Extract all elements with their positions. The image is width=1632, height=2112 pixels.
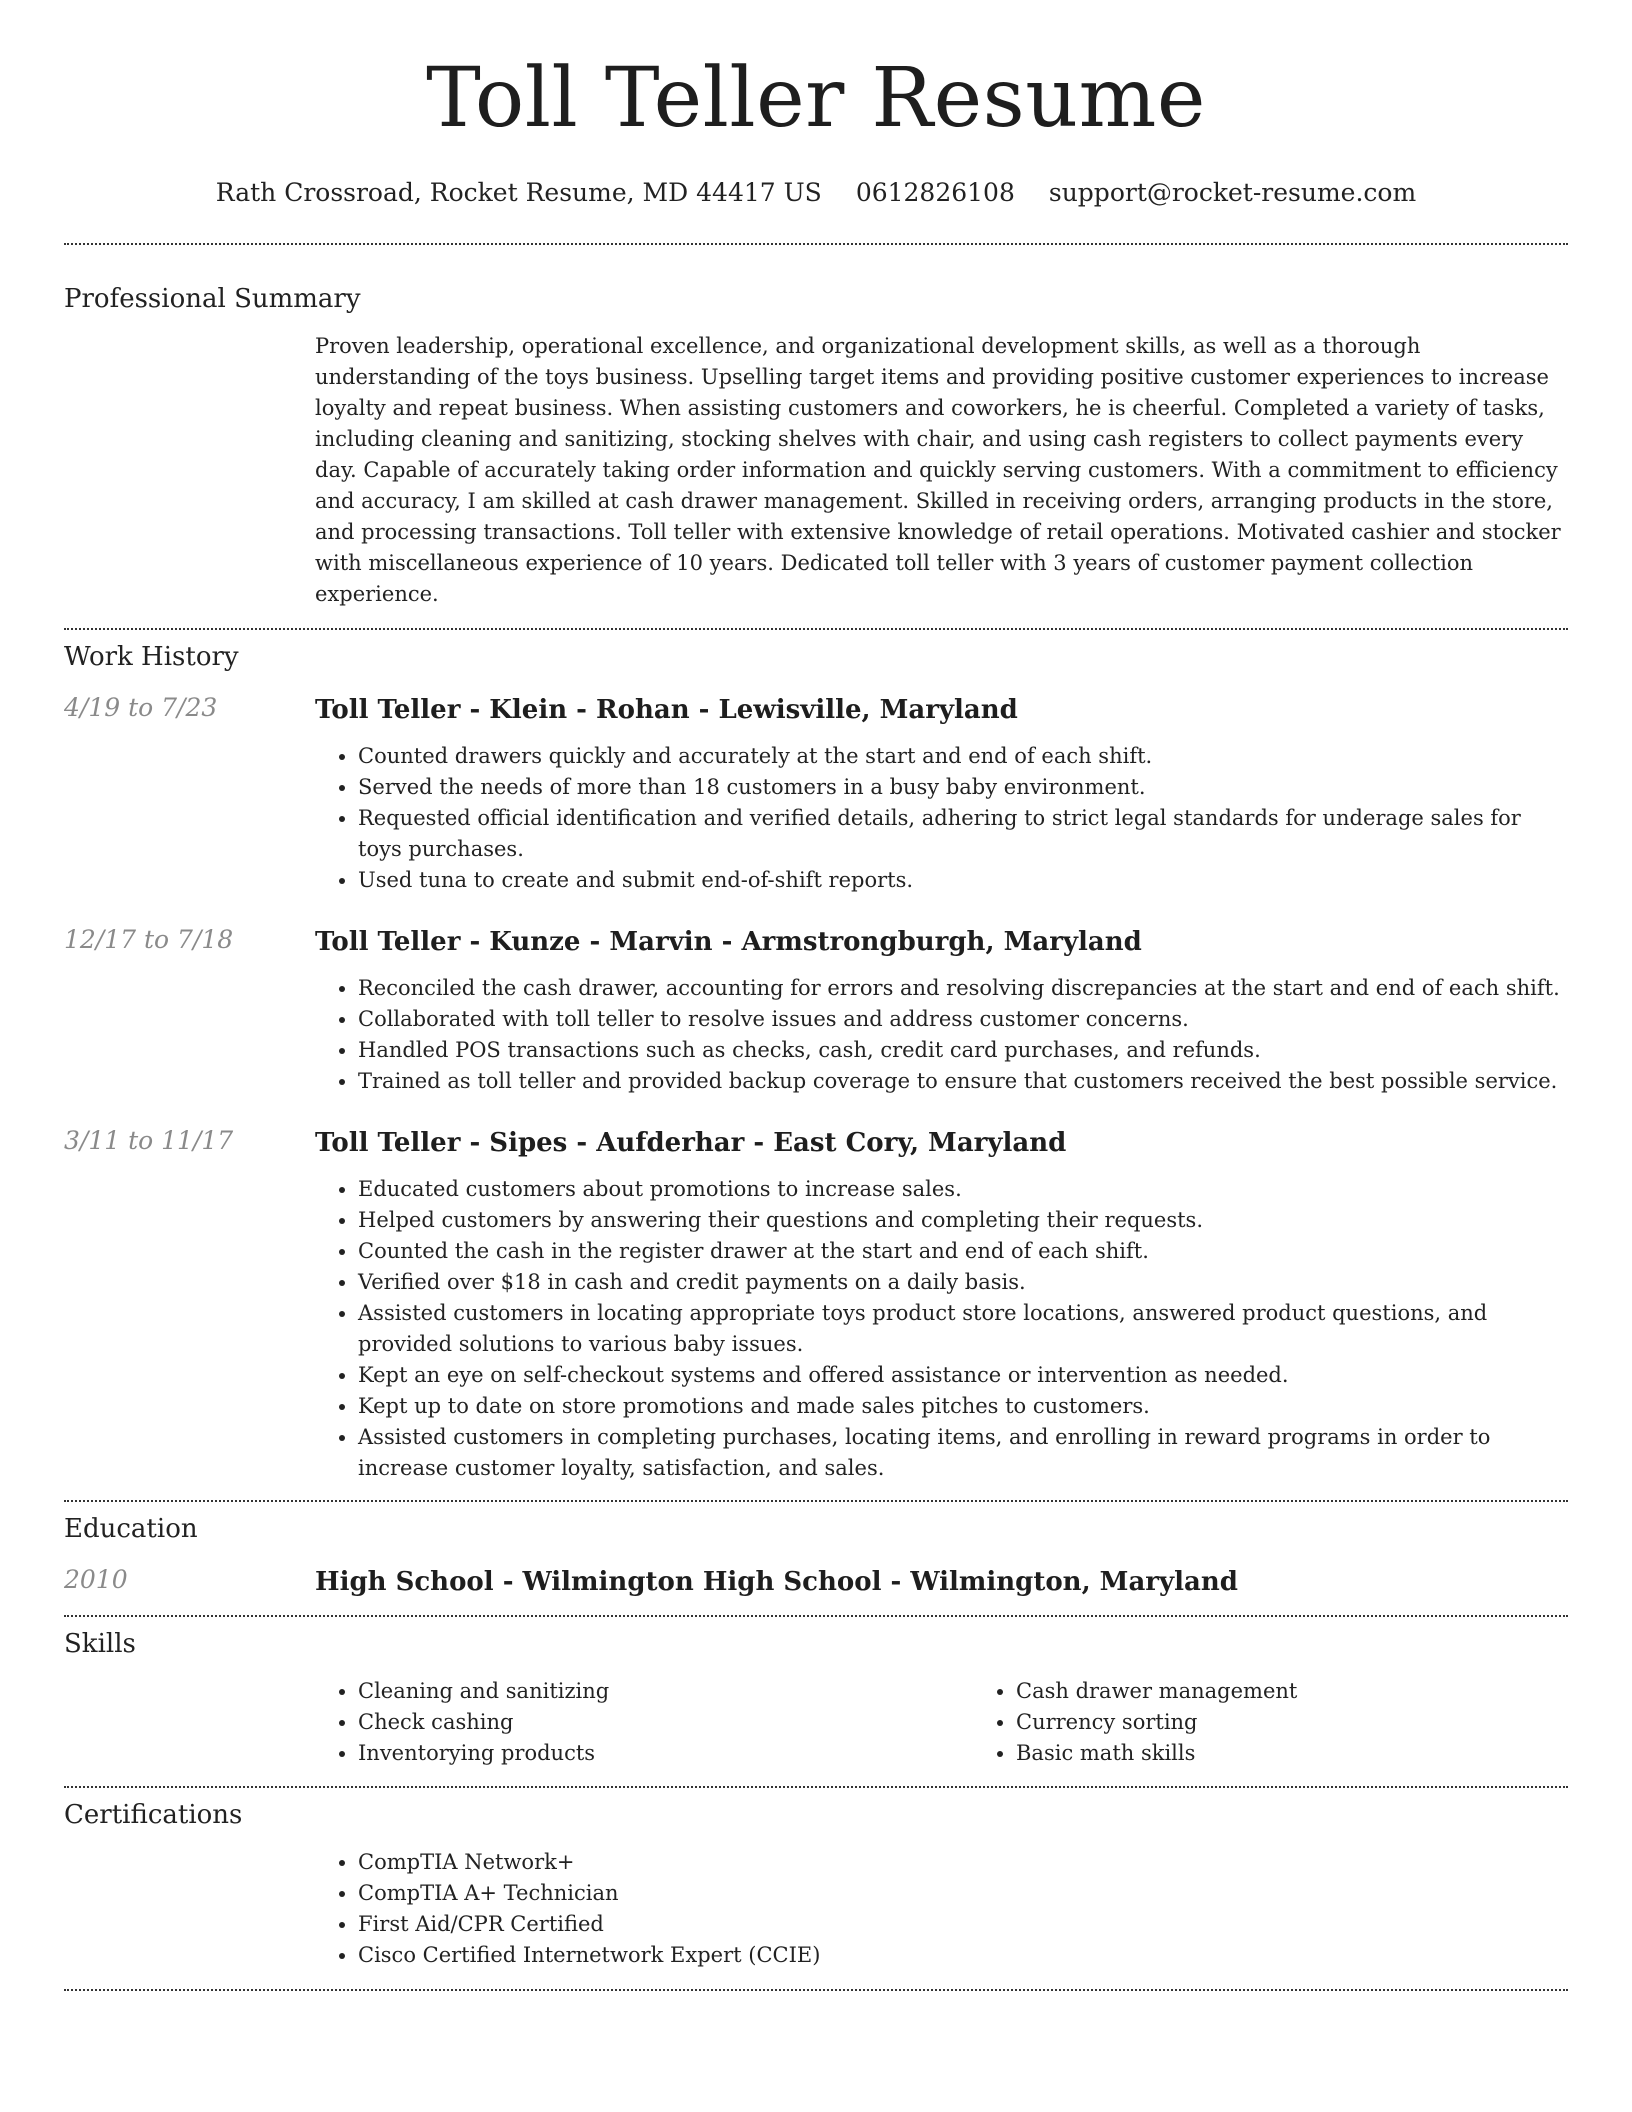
skill-item: • Check cashing — [358, 1707, 973, 1738]
certification-item: • CompTIA Network+ — [358, 1847, 1568, 1878]
job-entry — [64, 1126, 1568, 1484]
job-entry — [64, 693, 1568, 896]
contact-line — [64, 178, 1568, 207]
divider — [64, 1989, 1568, 1991]
skills-list — [973, 1676, 1631, 1769]
summary-section — [64, 284, 1568, 610]
skill-item: • Currency sorting — [1016, 1707, 1631, 1738]
skills-section — [64, 1629, 1568, 1769]
certification-item: • Cisco Certified Internetwork Expert (CCIE) — [358, 1940, 1568, 1971]
job-bullet: • Assisted customers in completing purchases, locating items, and enrolling in reward programs in order to increase customer loyalty, satisfaction, and sales. — [358, 1422, 1568, 1484]
job-bullet: • Requested official identification and verified details, adhering to strict legal standards for underage sales for toys purchases. — [358, 803, 1568, 865]
job-bullet: • Assisted customers in locating appropriate toys product store locations, answered product questions, and provided solutions to various baby issues. — [358, 1298, 1568, 1360]
skills-list — [315, 1676, 973, 1769]
education-entry — [64, 1565, 1568, 1599]
certification-item: • CompTIA A+ Technician — [358, 1878, 1568, 1909]
divider — [64, 1786, 1568, 1788]
job-bullet: • Kept an eye on self-checkout systems and offered assistance or intervention as needed. — [358, 1360, 1568, 1391]
skill-item: • Inventorying products — [358, 1738, 973, 1769]
contact-email: support@rocket-resume.com — [1048, 178, 1417, 207]
education-year: 2010 — [64, 1565, 128, 1594]
job-bullet: • Kept up to date on store promotions and made sales pitches to customers. — [358, 1391, 1568, 1422]
job-bullet: • Counted the cash in the register drawer at the start and end of each shift. — [358, 1236, 1568, 1267]
job-bullet: • Collaborated with toll teller to resolve issues and address customer concerns. — [358, 1004, 1568, 1035]
job-bullet: • Educated customers about promotions to increase sales. — [358, 1174, 1568, 1205]
job-dates: 12/17 to 7/18 — [64, 925, 234, 954]
summary-text: Proven leadership, operational excellence, and organizational development skills, as well as a thorough understanding of the toys business. Upselling target items and providing positive customer experiences to increase loyalty and repeat business. When assisting customers and coworkers, he is cheerful. Completed a variety of tasks, including cleaning and sanitizing, stocking shelves with chair, and using cash registers to collect payments every day. Capable of accurately taking order information and quickly serving customers. With a commitment to efficiency and accuracy, I am skilled at cash drawer management. Skilled in receiving orders, arranging products in the store, and processing transactions. Toll teller with extensive knowledge of retail operations. Motivated cashier and stocker with miscellaneous experience of 10 years. Dedicated toll teller with 3 years of customer payment collection experience. — [315, 334, 1561, 606]
job-dates: 4/19 to 7/23 — [64, 693, 218, 722]
job-dates: 3/11 to 11/17 — [64, 1126, 234, 1155]
skills-heading: Skills — [64, 1629, 136, 1659]
divider — [64, 1615, 1568, 1617]
divider — [64, 243, 1568, 245]
skill-item: • Cash drawer management — [1016, 1676, 1631, 1707]
job-bullets — [315, 1174, 1568, 1484]
work-history-section — [64, 642, 1568, 1484]
summary-heading: Professional Summary — [64, 284, 361, 314]
education-title: High School - Wilmington High School - Wilmington, Maryland — [315, 1567, 1238, 1597]
job-bullet: • Handled POS transactions such as checks, cash, credit card purchases, and refunds. — [358, 1035, 1568, 1066]
job-bullet: • Used tuna to create and submit end-of-shift reports. — [358, 865, 1568, 896]
contact-address: Rath Crossroad, Rocket Resume, MD 44417 US — [215, 178, 822, 207]
job-title: Toll Teller - Klein - Rohan - Lewisville, Maryland — [315, 695, 1018, 725]
job-bullets — [315, 973, 1568, 1097]
resume-title: Toll Teller Resume — [426, 51, 1206, 146]
education-heading: Education — [64, 1514, 198, 1544]
job-title: Toll Teller - Sipes - Aufderhar - East Cory, Maryland — [315, 1128, 1067, 1158]
certifications-list — [315, 1847, 1568, 1971]
divider — [64, 1500, 1568, 1502]
job-bullet: • Counted drawers quickly and accurately at the start and end of each shift. — [358, 741, 1568, 772]
job-bullet: • Verified over $18 in cash and credit payments on a daily basis. — [358, 1267, 1568, 1298]
job-bullet: • Helped customers by answering their questions and completing their requests. — [358, 1205, 1568, 1236]
job-bullet: • Reconciled the cash drawer, accounting for errors and resolving discrepancies at the start and end of each shift. — [358, 973, 1568, 1004]
skill-item: • Cleaning and sanitizing — [358, 1676, 973, 1707]
job-bullet: • Served the needs of more than 18 customers in a busy baby environment. — [358, 772, 1568, 803]
job-bullet: • Trained as toll teller and provided backup coverage to ensure that customers received the best possible service. — [358, 1066, 1568, 1097]
contact-phone: 0612826108 — [855, 178, 1015, 207]
certifications-heading: Certifications — [64, 1800, 243, 1830]
education-section — [64, 1514, 1568, 1599]
skill-item: • Basic math skills — [1016, 1738, 1631, 1769]
job-entry — [64, 925, 1568, 1097]
certifications-section — [64, 1800, 1568, 1971]
job-bullets — [315, 741, 1568, 896]
work-history-heading: Work History — [64, 642, 239, 672]
job-title: Toll Teller - Kunze - Marvin - Armstrongburgh, Maryland — [315, 927, 1142, 957]
certification-item: • First Aid/CPR Certified — [358, 1909, 1568, 1940]
divider — [64, 628, 1568, 630]
